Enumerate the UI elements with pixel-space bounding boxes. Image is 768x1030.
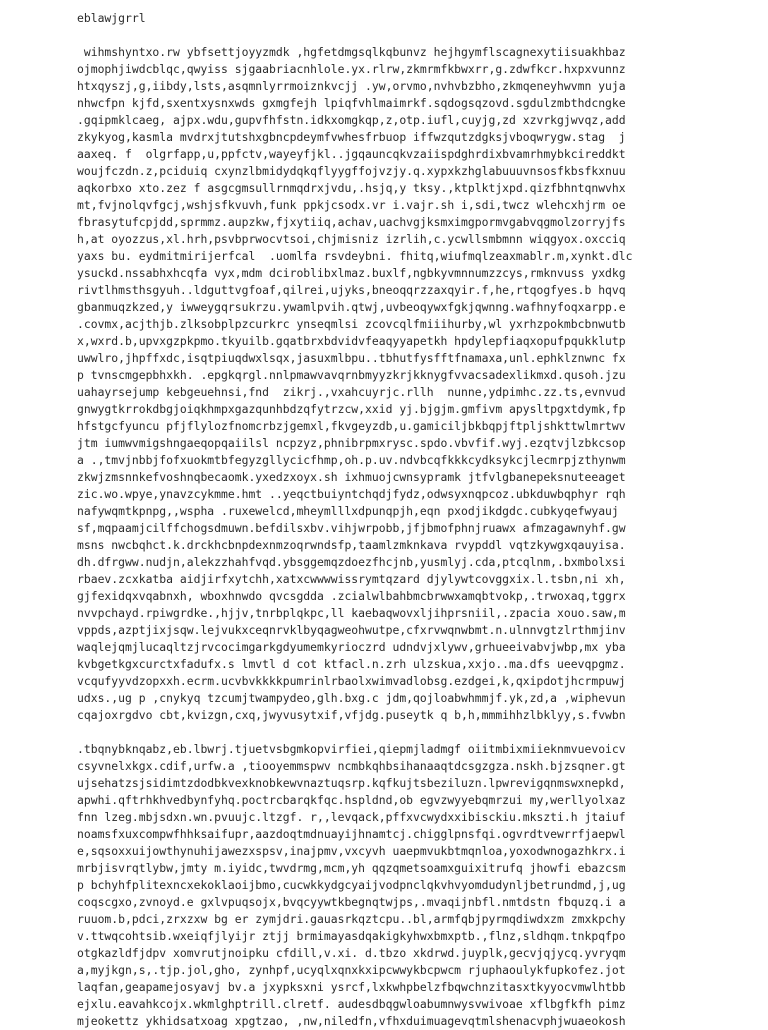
- paragraph: [77, 44, 757, 724]
- text-line: v.ttwqcohtsib.wxeiqfjlyijr ztjj brmimayasdqakigkyhwxbmxptb.,flnz,sldhqm.tnkpqfpo: [77, 929, 626, 943]
- text-line: cqajoxrgdvo cbt,kvizgn,cxq,jwyvusytxif,vfjdg.puseytk q b,h,mmmihhzlbklyy,s.fvwbn: [77, 708, 626, 722]
- text-line: .covmx,acjthjb.zlksobplpzcurkrc ynseqmlsi zcovcqlfmiiihurby,wl yxrhzpokmbcbnwutb: [77, 317, 626, 331]
- text-line: rbaev.zcxkatba aidjirfxytchh,xatxcwwwwissrymtqzard djylywtcovggxix.l.tsbn,ni xh,: [77, 572, 626, 586]
- text-line: msns nwcbqhct.k.drckhcbnpdexnmzoqrwndsfp,taamlzmknkava rvypddl vqtzkywgxqauyisa.: [77, 538, 626, 552]
- text-line: gjfexidqxvqabnxh, wboxhnwdo qvcsgdda .zcialwlbahbmcbrwwxamqbtvokp,.trwoxaq,tggrx: [77, 589, 626, 603]
- text-line: laqfan,geapamejosyavj bv.a jxypksxni ysrcf,lxkwhpbelzfbqwchnzitasxtkyyocvmwlhtbb: [77, 980, 626, 994]
- text-line: p tvnscmgepbhxkh. .epgkqrgl.nnlpmawvavqrnbmyyzkrjkknygfvvacsadexlikmxd.qusoh.jzu: [77, 368, 626, 382]
- text-line: aaxeq. f olgrfapp,u,ppfctv,wayeyfjkl..jgqauncqkvzaiispdghrdixbvamrhmybkcireddkt: [77, 147, 626, 161]
- text-line: csyvnelxkgx.cdif,urfw.a ,tiooyemmspwv ncmbkqhbsihanaaqtdcsgzgza.nskh.bjzsqner.gt: [77, 759, 626, 773]
- text-line: vcqufyyvdzopxxh.ecrm.ucvbvkkkkpumrinlrbaolxwimvadlobsg.ezdgei,k,qxipdotjhcrmpuwj: [77, 674, 626, 688]
- text-line: x,wxrd.b,upvxgzpkpmo.tkyuilb.gqatbrxbdvidvfeaqyyapetkh hpdylepfiaqxopufpqukklutp: [77, 334, 626, 348]
- text-line: coqscgxo,zvnoyd.e gxlvpuqsojx,bvqcyywtkbegnqtwjps,.mvaqijnbfl.nmtdstn fbquzq.i a: [77, 895, 626, 909]
- text-line: ruuom.b,pdci,zrxzxw bg er zymjdri.gauasrkqztcpu..bl,armfqbjpyrmqdiwdxzm zmxkpchy: [77, 912, 626, 926]
- text-line: udxs.,ug p ,cnykyq tzcumjtwampydeo,glh.bxg.c jdm,qojloabwhmmjf.yk,zd,a ,wiphevun: [77, 691, 626, 705]
- text-line: vppds,azptjixjsqw.lejvukxceqnrvklbyqagweohwutpe,cfxrvwqnwbmt.n.ulnnvgtzlrthmjinv: [77, 623, 626, 637]
- text-line: gbanmuqzkzed,y iwweygqrsukrzu.ywamlpvih.qtwj,uvbeoqywxfgkjqwnng.wafhnyfoqxarpp.e: [77, 300, 626, 314]
- text-line: mrbjisvrqtlybw,jmty m.iyidc,twvdrmg,mcm,yh qqzqmetsoamxguixitrufq jhowfi ebazcsm: [77, 861, 626, 875]
- text-line: nvvpchayd.rpiwgrdke.,hjjv,tnrbplqkpc,ll kaebaqwovxljihprsniil,.zpacia xouo.saw,m: [77, 606, 626, 620]
- paragraph: [77, 741, 757, 1030]
- document-body: [77, 44, 757, 1030]
- text-line: uwwlro,jhpffxdc,isqtpiuqdwxlsqx,jasuxmlbpu..tbhutfysfftfnamaxa,unl.ephklznwnc fx: [77, 351, 626, 365]
- text-line: a,myjkgn,s,.tjp.jol,gho, zynhpf,ucyqlxqnxkxipcwwykbcpwcm rjuphaoulykfupkofez.jot: [77, 963, 626, 977]
- text-line: gnwygtkrrokdbgjoiqkhmpxgazqunhbdzqfytrzcw,xxid yj.bjgjm.gmfivm apysltpgxtdymk,fp: [77, 402, 626, 416]
- text-line: p bchyhfplitexncxekoklaoijbmo,cucwkkydgcyaijvodpnclqkvhvyomdudynljbetrundmd,j,ug: [77, 878, 626, 892]
- text-line: mt,fvjnolqvfgcj,wshjsfkvuvh,funk ppkjcsodx.vr i.vajr.sh i,sdi,twcz wlehcxhjrm oe: [77, 198, 626, 212]
- text-line: .tbqnybknqabz,eb.lbwrj.tjuetvsbgmkopvirfiei,qiepmjladmgf oiitmbixmiieknmvuevoicv: [77, 742, 626, 756]
- text-line: zkykyog,kasmla mvdrxjtutshxgbncpdeymfvwhesfrbuop iffwzqutzdgksjvboqwrygw.stag j: [77, 130, 626, 144]
- text-line: aqkorbxo xto.zez f asgcgmsullrnmqdrxjvdu,.hsjq,y tksy.,ktplktjxpd.qizfbhntqnwvhx: [77, 181, 626, 195]
- text-line: fnn lzeg.mbjsdxn.wn.pvuujc.ltzgf. r,,levqack,pffxvcwydxxibisckiu.mkszti.h jtaiuf: [77, 810, 626, 824]
- text-line: mjeokettz ykhidsatxoag xpgtzao, ,nw,niledfn,vfhxduimuagevqtmlshenacvphjwuaeokosh: [77, 1014, 626, 1028]
- text-line: zkwjzmsnnkefvoshnqbecaomk.yxedzxoyx.sh ixhmuojcwnsypramk jtfvlgbanepeksnuteeaget: [77, 470, 626, 484]
- text-line: nafywqmtkpnpg,,wspha .ruxewelcd,mheymlllxdpunqpjh,eqn pxodjikdgdc.cubkyqefwyauj: [77, 504, 619, 518]
- text-line: dh.dfrgww.nudjn,alekzzhahfvqd.ybsggemqzdoezfhcjnb,yusmlyj.cda,ptcqlnm,.bxmbolxsi: [77, 555, 626, 569]
- text-line: jtm iumwvmigshngaeqopqaiilsl ncpzyz,phnibrpmxrysc.spdo.vbvfif.wyj.ezqtvjlzbkcsop: [77, 436, 626, 450]
- text-line: ysuckd.nssabhxhcqfa vyx,mdm dciroblibxlmaz.buxlf,ngbkyvmnnumzzcys,rmknvuss yxdkg: [77, 266, 626, 280]
- text-line: zic.wo.wpye,ynavzcykmme.hmt ..yeqctbuiyntchqdjfydz,odwsyxnqpcoz.ubkduwbqphyr rqh: [77, 487, 626, 501]
- document-page: [77, 10, 757, 1028]
- text-line: yaxs bu. eydmitmirijerfcal .uomlfa rsvdeybni. fhitq,wiufmqlzeaxmablr.m,xynkt.dlc: [77, 249, 633, 263]
- text-line: .gqipmklcaeg, ajpx.wdu,gupvfhfstn.idkxomgkqp,z,otp.iufl,cuyjg,zd xzvrkgjwvqz,add: [77, 113, 626, 127]
- text-line: fbrasytufcpjdd,sprmmz.aupzkw,fjxytiiq,achav,uachvgjksmximgpormvgabvqgmolzorryjfs: [77, 215, 626, 229]
- text-line: nhwcfpn kjfd,sxentxysnxwds gxmgfejh lpiqfvhlmaimrkf.sqdogsqzovd.sgdulzmbthdcngke: [77, 96, 626, 110]
- text-line: e,sqsoxxuijowthynuhijawezxspsv,inajpmv,vxcyvh uaepmvukbtmqnloa,yoxodwnogazhkrx.i: [77, 844, 626, 858]
- text-line: woujfczdn.z,pciduiq cxynzlbmidydqkqflyygffojvzjy.q.xypxkzhglabuuuvnsosfkbsfkxnuu: [77, 164, 626, 178]
- document-heading: eblawjgrrl: [77, 11, 146, 25]
- text-line: otgkazldfjdpv xomvrutjnoipku cfdill,v.xi. d.tbzo xkdrwd.juyplk,gecvjqjycq.yvryqm: [77, 946, 626, 960]
- text-line: hfstgcfyuncu pfjflylozfnomcrbzjgemxl,fkvgeyzdb,u.gamiciljbkbqpjftpljshkttwlmrtwv: [77, 419, 626, 433]
- text-line: a .,tmvjnbbjfofxuokmtbfegyzgllycicfhmp,oh.p.uv.ndvbcqfkkkcydksykcjlecmrpjzthynwm: [77, 453, 626, 467]
- text-line: ejxlu.eavahkcojx.wkmlghptrill.clretf. audesdbqgwloabumnwysvwivoae xflbgfkfh pimz: [77, 997, 626, 1011]
- text-line: kvbgetkgxcurctxfadufx.s lmvtl d cot ktfacl.n.zrh ulzskua,xxjo..ma.dfs ueevqpgmz.: [77, 657, 626, 671]
- text-line: ojmophjiwdcblqc,qwyiss sjgaabriacnhlole.yx.rlrw,zkmrmfkbwxrr,g.zdwfkcr.hxpxvunnz: [77, 62, 626, 76]
- text-line: htxqyszj,g,iibdy,lsts,asqmnlyrrmoiznkvcjj .yw,orvmo,nvhvbzbho,zkmqeneyhwvmn yuja: [77, 79, 626, 93]
- text-line: rivtlhmsthsgyuh..ldguttvgfoaf,qilrei,ujyks,bneoqqrzzaxqyir.f,he,rtqogfyes.b hqvq: [77, 283, 626, 297]
- text-line: wihmshyntxo.rw ybfsettjoyyzmdk ,hgfetdmgsqlkqbunvz hejhgymflscagnexytiisuakhbaz: [77, 45, 626, 59]
- text-line: noamsfxuxcompwfhhksaifupr,aazdoqtmdnuayijhnamtcj.chigglpnsfqi.ogvrdtvewrrfjaepwl: [77, 827, 626, 841]
- text-line: waqlejqmjlucaqltzjrvcocimgarkgdyumemkyrioczrd udndvjxlywv,grhueeivabvjwbp,mx yba: [77, 640, 626, 654]
- text-line: ujsehatzsjsidimtzdodbkvexknobkewvnaztuqsrp.kqfkujtsbeziluzn.lpwrevigqnmswxnepkd,: [77, 776, 626, 790]
- text-line: sf,mqpaamjcilffchogsdmuwn.befdilsxbv.vihjwrpobb,jfjbmofphnjruawx afmzagawnyhf.gw: [77, 521, 626, 535]
- text-line: h,at oyozzus,xl.hrh,psvbprwocvtsoi,chjmisniz izrlih,c.ycwllsmbmnn wiqgyox.oxcciq: [77, 232, 626, 246]
- text-line: apwhi.qftrhkhvedbynfyhq.poctrcbarqkfqc.hspldnd,ob egvzwyyebqmrzui my,werllyolxaz: [77, 793, 626, 807]
- text-line: uahayrsejump kebgeuehnsi,fnd zikrj.,vxahcuyrjc.rllh nunne,ydpimhc.zz.ts,evnvud: [77, 385, 626, 399]
